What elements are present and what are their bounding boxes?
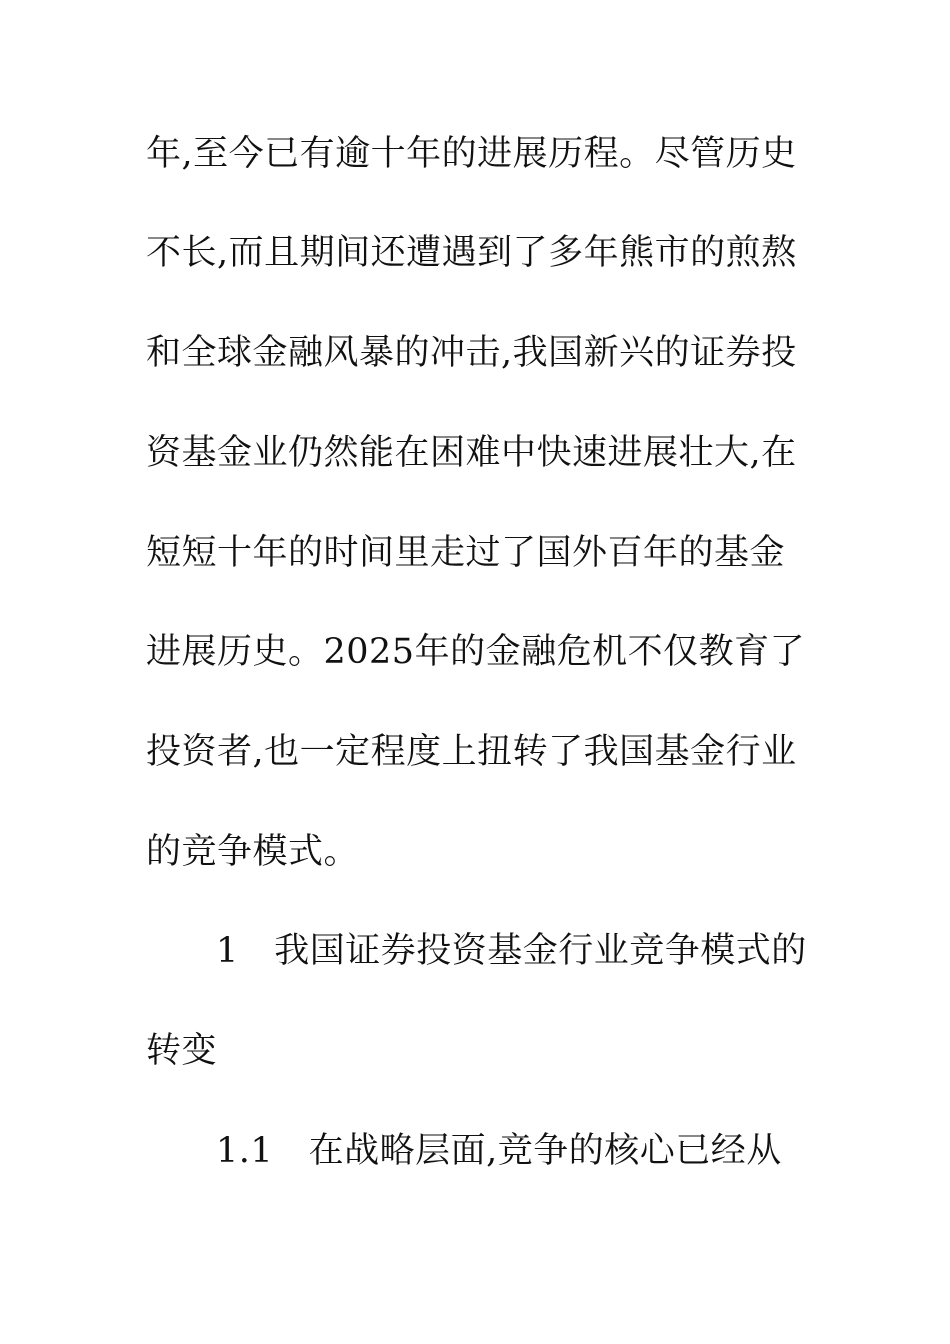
paragraph-line: 年,至今已有逾十年的进展历程。尽管历史 — [146, 134, 797, 174]
subsection-heading-line: 1.1 在战略层面,竞争的核心已经从 — [216, 1131, 782, 1171]
section-heading-line: 转变 — [146, 1031, 218, 1071]
paragraph-line: 和全球金融风暴的冲击,我国新兴的证券投 — [146, 333, 797, 373]
paragraph-line: 不长,而且期间还遭遇到了多年熊市的煎熬 — [146, 233, 797, 273]
paragraph-line: 短短十年的时间里走过了国外百年的基金 — [146, 533, 786, 573]
paragraph-line: 投资者,也一定程度上扭转了我国基金行业 — [146, 732, 797, 772]
section-heading-line: 1 我国证券投资基金行业竞争模式的 — [216, 931, 807, 971]
paragraph-line: 进展历史。2025年的金融危机不仅教育了 — [146, 632, 806, 672]
paragraph-line: 资基金业仍然能在困难中快速进展壮大,在 — [146, 433, 797, 473]
paragraph-line: 的竞争模式。 — [146, 832, 360, 872]
